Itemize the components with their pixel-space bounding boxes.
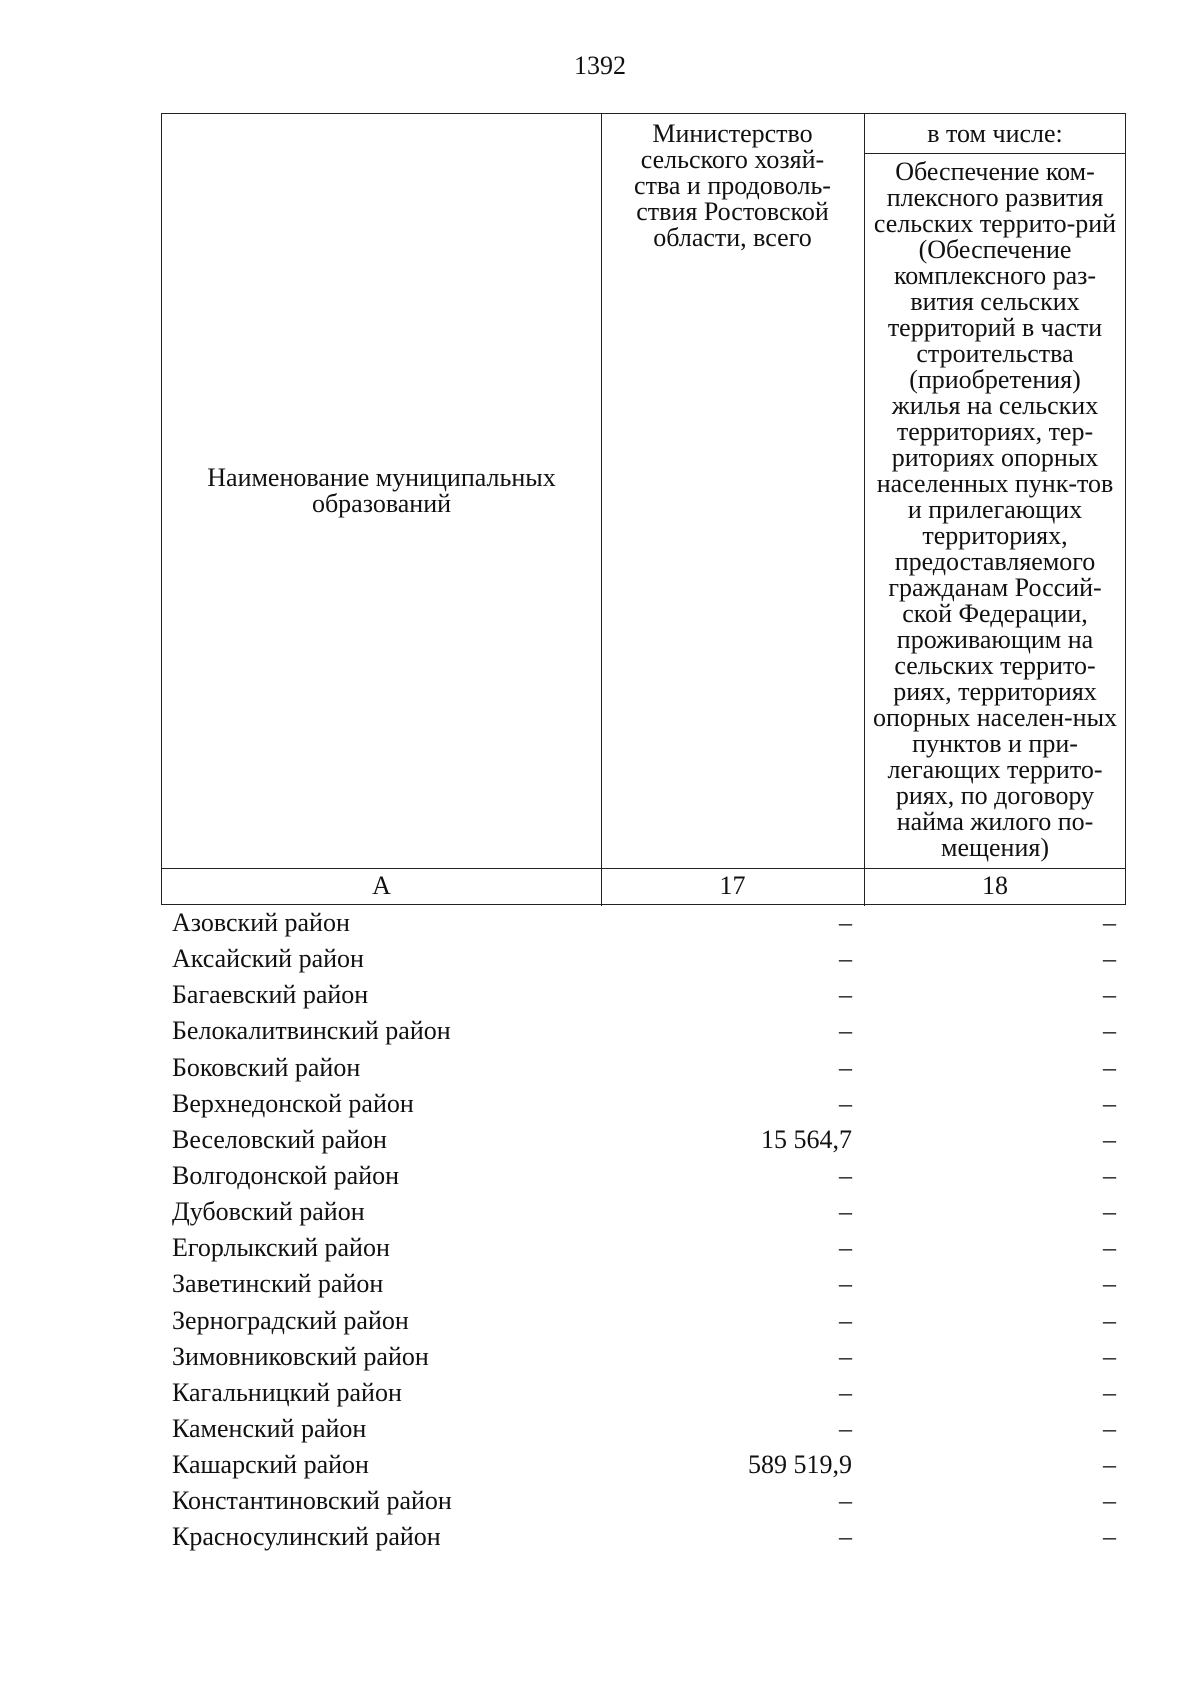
table-row — [161, 1266, 1126, 1302]
row-name: Константиновский район — [172, 1486, 452, 1516]
table-header — [161, 113, 1126, 905]
column-number-17: 17 — [719, 871, 746, 900]
row-name: Азовский район — [172, 908, 350, 937]
row-name: Заветинский район — [172, 1269, 384, 1299]
header-including: в том числе: — [927, 119, 1063, 148]
header-column-18: Обеспечение ком-плексного развития сельских террито-рий (Обеспечение комплексного раз-вития сельских территорий в части строительства (приобретения) жилья на сельских территориях, тер-риториях опорных населенных пунк-тов и прилегающих территориях, предоставляемого гражданам Россий-ской Федерации, проживающим на сельских террито-риях, территориях опорных населен-ных пунктов и при-легающих террито-риях, по договору найма жилого по-мещения) — [872, 157, 1118, 862]
table-row — [161, 1230, 1126, 1266]
row-value-18: – — [1103, 1233, 1116, 1263]
row-name: Каменский район — [172, 1413, 367, 1443]
row-name: Кагальницкий район — [172, 1377, 402, 1407]
row-value-17: – — [839, 908, 852, 937]
table-row — [161, 977, 1126, 1013]
row-value-17: – — [839, 980, 852, 1010]
page-number: 1392 — [574, 51, 626, 80]
row-value-17: – — [839, 944, 852, 974]
subheader-divider — [864, 153, 1126, 154]
row-name: Зерноградский район — [172, 1305, 409, 1335]
table-row — [161, 1411, 1126, 1447]
row-value-17: 589 519,9 — [748, 1450, 852, 1480]
row-value-17: 15 564,7 — [761, 1124, 852, 1154]
row-value-18: – — [1103, 1341, 1116, 1371]
row-value-17: – — [839, 1269, 852, 1299]
table-row — [161, 1158, 1126, 1194]
row-value-17: – — [839, 1052, 852, 1082]
row-value-18: – — [1103, 1197, 1116, 1227]
table-row — [161, 1122, 1126, 1158]
table-row — [161, 1013, 1126, 1049]
row-value-17: – — [839, 1377, 852, 1407]
row-value-18: – — [1103, 1522, 1116, 1552]
row-value-17: – — [839, 1160, 852, 1190]
table-row — [161, 1194, 1126, 1230]
row-name: Красносулинский район — [172, 1522, 441, 1552]
row-value-18: – — [1103, 1305, 1116, 1335]
table-row — [161, 1447, 1126, 1483]
row-value-18: – — [1103, 1413, 1116, 1443]
row-name: Кашарский район — [172, 1450, 369, 1480]
row-name: Багаевский район — [172, 980, 369, 1010]
row-value-18: – — [1103, 1124, 1116, 1154]
row-name: Дубовский район — [172, 1197, 365, 1227]
table-body — [161, 905, 1126, 1556]
row-value-18: – — [1103, 1377, 1116, 1407]
row-value-17: – — [839, 1016, 852, 1046]
row-name: Зимовниковский район — [172, 1341, 429, 1371]
column-number-18: 18 — [982, 871, 1008, 900]
row-value-18: – — [1103, 1486, 1116, 1516]
table-row — [161, 1050, 1126, 1086]
table-row — [161, 1519, 1126, 1555]
row-value-18: – — [1103, 1160, 1116, 1190]
table-row — [161, 1483, 1126, 1519]
column-number-a: А — [372, 871, 391, 900]
row-value-17: – — [839, 1305, 852, 1335]
row-value-18: – — [1103, 1016, 1116, 1046]
row-value-17: – — [839, 1413, 852, 1443]
row-value-18: – — [1103, 980, 1116, 1010]
row-name: Аксайский район — [172, 944, 364, 974]
row-name: Боковский район — [172, 1052, 361, 1082]
table-row — [161, 1375, 1126, 1411]
row-name: Веселовский район — [172, 1124, 387, 1154]
row-value-18: – — [1103, 1088, 1116, 1118]
row-value-18: – — [1103, 1052, 1116, 1082]
table-row — [161, 1303, 1126, 1339]
row-name: Волгодонской район — [172, 1160, 400, 1190]
table-row — [161, 905, 1126, 941]
row-name: Верхнедонской район — [172, 1088, 414, 1118]
header-municipality-name-text: Наименование муниципальных образований — [207, 463, 556, 518]
header-column-17: Министерство сельского хозяй-ства и продоволь-ствия Ростовской области, всего — [634, 119, 831, 252]
row-value-17: – — [839, 1486, 852, 1516]
row-value-18: – — [1103, 1269, 1116, 1299]
row-value-17: – — [839, 1522, 852, 1552]
row-value-18: – — [1103, 908, 1116, 937]
row-value-18: – — [1103, 1450, 1116, 1480]
row-value-17: – — [839, 1341, 852, 1371]
row-name: Белокалитвинский район — [172, 1016, 451, 1046]
table-row — [161, 1339, 1126, 1375]
header-municipality-name — [162, 114, 601, 868]
row-value-17: – — [839, 1233, 852, 1263]
row-value-17: – — [839, 1088, 852, 1118]
table-row — [161, 941, 1126, 977]
row-value-17: – — [839, 1197, 852, 1227]
row-value-18: – — [1103, 944, 1116, 974]
table-row — [161, 1086, 1126, 1122]
row-name: Егорлыкский район — [172, 1233, 390, 1263]
